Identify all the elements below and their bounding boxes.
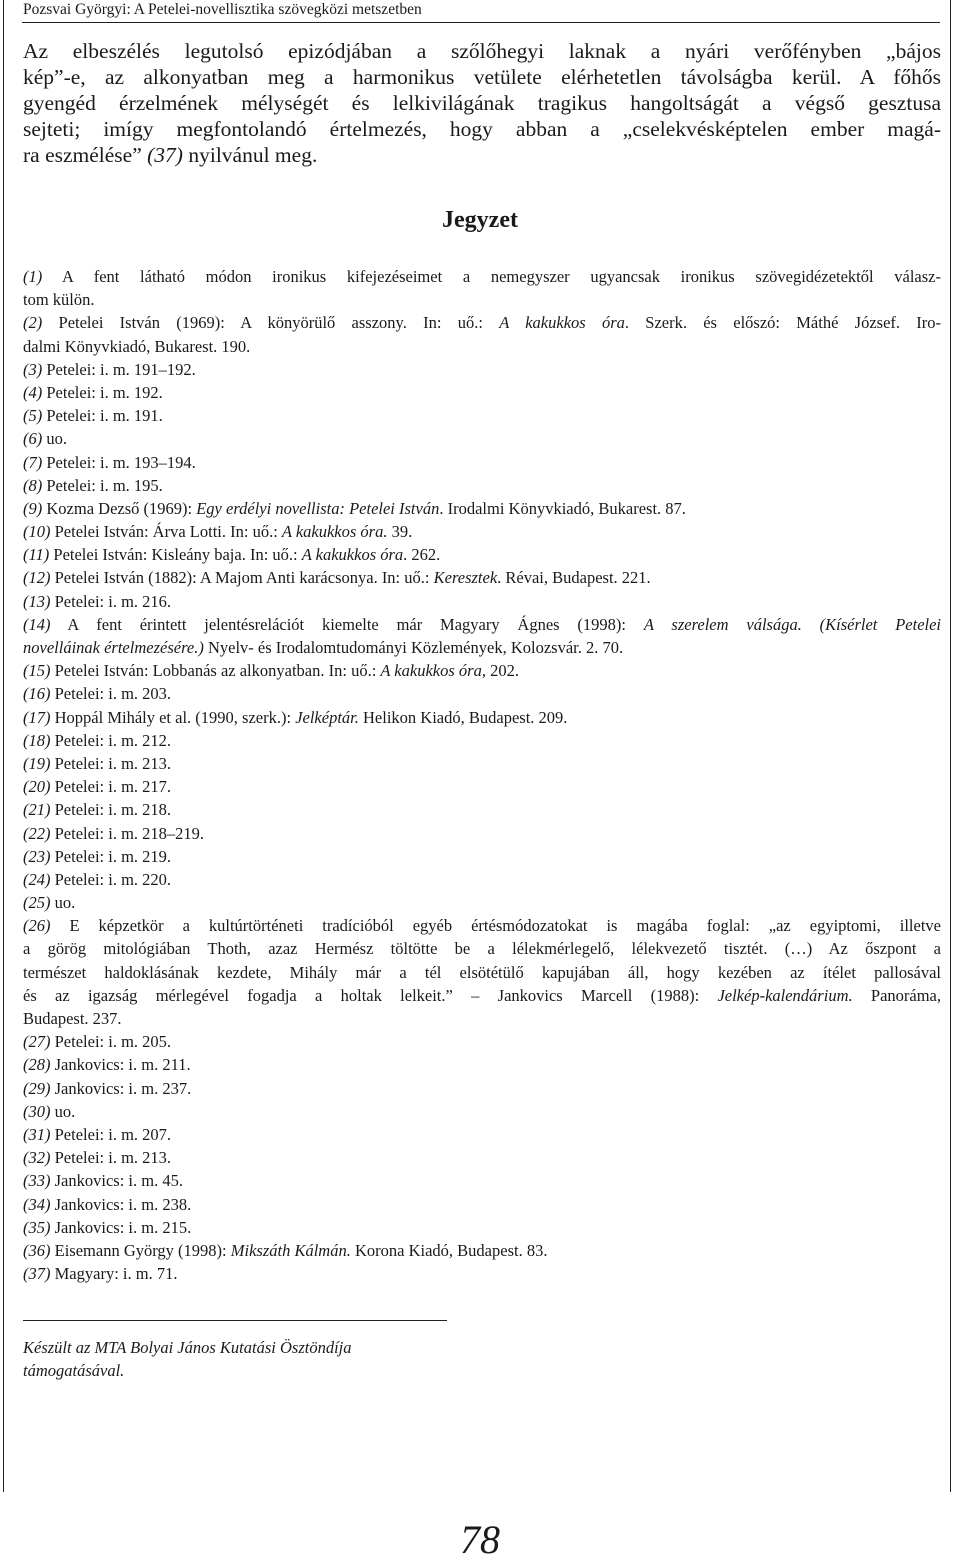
note-item: [23, 543, 941, 566]
note-item: [23, 891, 941, 914]
funding-line: Készült az MTA Bolyai János Kutatási Ösztöndíja: [23, 1338, 352, 1357]
note-item: [23, 311, 941, 357]
note-number: (13): [23, 591, 51, 611]
note-text: Panoráma,: [870, 985, 941, 1005]
note-text: dalmi Könyvkiadó, Bukarest. 190.: [23, 336, 251, 356]
note-number: (11): [23, 545, 50, 565]
note-item: [23, 752, 941, 775]
note-text: Petelei: i. m. 203.: [54, 684, 172, 704]
note-item: [23, 590, 941, 613]
note-text: és az igazság mérlegével fogadja a holtak lelkeit.” – Jankovics Marcell (1988):: [23, 985, 700, 1005]
note-text: Petelei: i. m. 213.: [54, 753, 172, 773]
note-item: [23, 1077, 941, 1100]
note-text: Nyelv- és Irodalomtudományi Közlemények, Kolozsvár. 2. 70.: [207, 638, 624, 657]
note-number: (1): [23, 267, 43, 286]
body-line: Az elbeszélés legutolsó epizódjában a szőlőhegyi laknak a nyári verőfényben „bájos: [23, 39, 941, 63]
note-item: [23, 1053, 941, 1076]
note-item: [23, 682, 941, 705]
note-number: (37): [23, 1264, 51, 1284]
note-item: [23, 451, 941, 474]
note-title: Jelkép-kalendárium.: [717, 985, 853, 1005]
body-paragraph: [23, 38, 941, 168]
note-item: [23, 659, 941, 682]
note-text: . Irodalmi Könyvkiadó, Bukarest. 87.: [439, 498, 686, 518]
note-text: E képzetkör a kultúrtörténeti tradícióból egyéb értésmódozatokat is magába foglal: „az egyiptomi, illetve: [69, 916, 941, 936]
note-text: A fent érintett jelentésrelációt kiemelte már Magyary Ágnes (1998):: [67, 614, 626, 634]
note-item: [23, 775, 941, 798]
note-text: tom külön.: [23, 290, 95, 310]
note-text: Petelei: i. m. 220.: [54, 869, 172, 889]
note-number: (18): [23, 730, 51, 750]
note-number: (34): [23, 1194, 51, 1214]
note-number: (5): [23, 406, 43, 426]
note-number: (23): [23, 846, 51, 866]
note-text: Petelei: i. m. 219.: [54, 846, 172, 866]
note-text: uo.: [46, 429, 67, 449]
note-text: A fent látható módon ironikus kifejezéseimet a nemegyszer ugyancsak ironikus szövegidézetektől válasz-: [62, 267, 941, 286]
note-item: [23, 474, 941, 497]
note-title: novelláinak értelmezésére.): [23, 638, 204, 657]
notes-heading: Jegyzet: [442, 207, 518, 233]
note-item: [23, 358, 941, 381]
note-item: [23, 404, 941, 427]
note-number: (19): [23, 753, 51, 773]
note-number: (31): [23, 1124, 51, 1144]
note-number: (2): [23, 313, 43, 333]
note-title: Jelképtár.: [295, 707, 359, 727]
note-text: Petelei István: Árva Lotti. In: uő.:: [54, 522, 278, 542]
note-text: Petelei: i. m. 212.: [54, 730, 172, 750]
note-item: [23, 914, 941, 1030]
body-line: gyengéd érzelmének mélységét és lelkivilágának tragikus hangoltságát a végső gesztusa: [23, 91, 941, 115]
note-item: [23, 729, 941, 752]
note-item: [23, 1216, 941, 1239]
note-title: A kakukkos óra,: [380, 661, 486, 681]
funding-line: támogatásával.: [23, 1361, 125, 1380]
note-item: [23, 706, 941, 729]
note-text: uo.: [54, 893, 76, 913]
note-text: Jankovics: i. m. 211.: [54, 1055, 191, 1075]
funding-note: [23, 1336, 352, 1382]
note-text: Petelei: i. m. 218.: [54, 800, 172, 820]
note-number: (25): [23, 893, 51, 913]
note-item: [23, 381, 941, 404]
body-text-segment: ra eszmélése”: [23, 143, 142, 167]
note-text: . Szerk. és előszó: Máthé József. Iro-: [624, 313, 942, 333]
note-text: Jankovics: i. m. 238.: [54, 1194, 192, 1214]
note-text: Petelei: i. m. 207.: [54, 1124, 172, 1144]
running-head: Pozsvai Györgyi: A Petelei-novellisztika szövegközi metszetben: [23, 1, 422, 18]
note-text: Petelei: i. m. 205.: [54, 1032, 172, 1052]
note-number: (10): [23, 522, 51, 542]
note-text: Petelei István (1969): A könyörülő asszony. In: uő.:: [58, 313, 483, 333]
note-item: [23, 822, 941, 845]
note-number: (22): [23, 823, 51, 843]
note-number: (16): [23, 684, 51, 704]
note-number: (17): [23, 707, 51, 727]
note-text: Petelei: i. m. 192.: [46, 382, 163, 402]
note-text: Petelei: i. m. 191.: [46, 406, 163, 426]
footnote-rule: [23, 1320, 447, 1321]
note-text: Budapest. 237.: [23, 1009, 122, 1028]
note-title: Mikszáth Kálmán.: [230, 1240, 351, 1260]
note-text: Petelei: i. m. 213.: [54, 1148, 172, 1168]
note-item: [23, 868, 941, 891]
note-text: Petelei: i. m. 218–219.: [54, 823, 205, 843]
note-item: [23, 613, 941, 659]
note-number: (33): [23, 1171, 51, 1191]
note-number: (9): [23, 498, 43, 518]
note-number: (35): [23, 1217, 51, 1237]
body-text-segment: nyilvánul meg.: [188, 143, 318, 167]
note-text: 39.: [391, 522, 413, 542]
note-text: Hoppál Mihály et al. (1990, szerk.):: [54, 707, 292, 727]
note-number: (6): [23, 429, 43, 449]
note-number: (24): [23, 869, 51, 889]
note-number: (36): [23, 1240, 51, 1260]
body-line: [23, 142, 941, 168]
note-title: A kakukkos óra: [301, 545, 404, 565]
note-item: [23, 1239, 941, 1262]
notes-list: [23, 265, 941, 1285]
note-title: Egy erdélyi novellista: Petelei István: [196, 498, 440, 518]
note-number: (30): [23, 1101, 51, 1121]
note-item: [23, 497, 941, 520]
note-text: Petelei: i. m. 193–194.: [46, 452, 196, 472]
note-text: Helikon Kiadó, Budapest. 209.: [363, 707, 568, 727]
note-text: Petelei: i. m. 191–192.: [46, 359, 196, 379]
note-item: [23, 798, 941, 821]
note-text: Magyary: i. m. 71.: [54, 1264, 178, 1284]
note-title: A kakukkos óra.: [281, 522, 388, 542]
note-text: Korona Kiadó, Budapest. 83.: [354, 1240, 548, 1260]
note-text: 202.: [490, 661, 519, 681]
note-item: [23, 1100, 941, 1123]
note-text: Jankovics: i. m. 237.: [54, 1078, 192, 1098]
note-number: (20): [23, 777, 51, 797]
note-number: (14): [23, 614, 51, 634]
note-text: természet haldoklásának kezdete, Mihály már a tél elsötétülő kapujában áll, hogy kezében az ítélet pallosával: [23, 962, 941, 982]
note-text: Eisemann György (1998):: [54, 1240, 227, 1260]
note-number: (21): [23, 800, 51, 820]
note-text: uo.: [54, 1101, 76, 1121]
note-item: [23, 1193, 941, 1216]
note-text: Petelei István (1882): A Majom Anti karácsonya. In: uő.:: [54, 568, 430, 588]
note-number: (26): [23, 916, 51, 936]
note-title: A szerelem válsága. (Kísérlet Petelei: [643, 614, 942, 634]
page-number: 78: [460, 1517, 500, 1562]
note-item: [23, 1030, 941, 1053]
note-text: . 262.: [403, 545, 441, 565]
body-line: sejteti; imígy megfontolandó értelmezés, hogy abban a „cselekvésképtelen ember magá-: [23, 117, 941, 141]
note-title: Keresztek: [433, 568, 498, 588]
note-number: (27): [23, 1032, 51, 1052]
header-rule: [22, 22, 940, 23]
note-item: [23, 566, 941, 589]
note-number: (15): [23, 661, 51, 681]
note-item: [23, 520, 941, 543]
note-item: [23, 845, 941, 868]
note-text: Petelei: i. m. 195.: [46, 475, 163, 495]
note-number: (29): [23, 1078, 51, 1098]
note-item: [23, 1146, 941, 1169]
note-number: (32): [23, 1148, 51, 1168]
note-text: Kozma Dezső (1969):: [46, 498, 193, 518]
note-text: Petelei: i. m. 217.: [54, 777, 172, 797]
body-line: kép”-e, az alkonyatban meg a harmonikus vetülete elérhetetlen távolságba kerül. A főhős: [23, 65, 941, 89]
note-number: (7): [23, 452, 43, 472]
note-text: Petelei István: Lobbanás az alkonyatban. In: uő.:: [54, 661, 377, 681]
note-item: [23, 1169, 941, 1192]
note-item: [23, 265, 941, 311]
note-item: [23, 1262, 941, 1285]
note-number: (4): [23, 382, 43, 402]
note-text: Jankovics: i. m. 215.: [54, 1217, 192, 1237]
note-item: [23, 427, 941, 450]
note-number: (12): [23, 568, 51, 588]
note-item: [23, 1123, 941, 1146]
note-text: Jankovics: i. m. 45.: [54, 1171, 183, 1191]
note-reference: (37): [147, 143, 183, 167]
note-number: (8): [23, 475, 43, 495]
note-text: . Révai, Budapest. 221.: [497, 568, 651, 588]
note-number: (28): [23, 1055, 51, 1075]
note-text: Petelei: i. m. 216.: [54, 591, 172, 611]
note-text: Petelei István: Kisleány baja. In: uő.:: [53, 545, 298, 565]
note-title: A kakukkos óra: [499, 313, 625, 333]
note-text: a görög mitológiában Thoth, azaz Hermész töltötte be a lélekmérlegelő, lélekvezető tisztét. (…) Az őszpont a: [23, 939, 941, 959]
note-number: (3): [23, 359, 43, 379]
